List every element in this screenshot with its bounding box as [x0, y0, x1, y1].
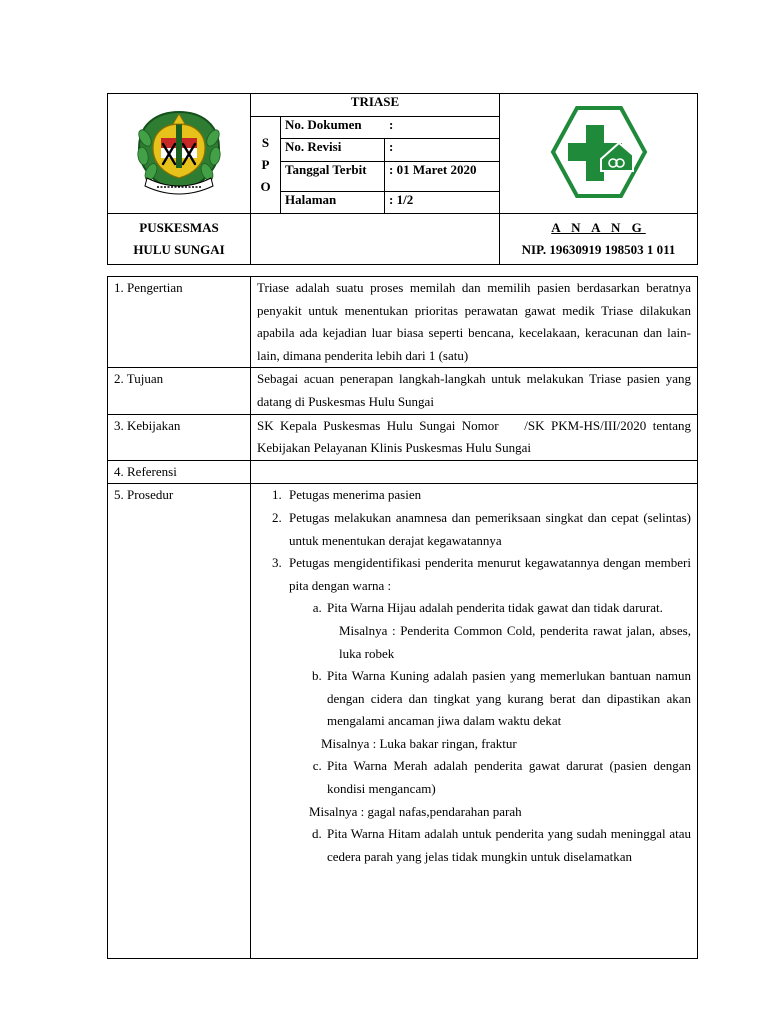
step-text: Petugas mengidentifikasi penderita menurut kegawatannya dengan memberi pita dengan warna : [289, 555, 691, 593]
section-label: 5. Prosedur [108, 484, 251, 959]
color-band-example: Misalnya : Penderita Common Cold, penderita rawat jalan, abses, luka robek [339, 622, 691, 661]
meta-value: : 1/2 [389, 192, 414, 207]
section-tujuan-text: Sebagai acuan penerapan langkah-langkah untuk melakukan Triase pasien yang datang di Puskesmas Hulu Sungai [251, 368, 698, 414]
color-band-text: c. Pita Warna Merah adalah penderita gawat darurat (pasien dengan kondisi mengancam) [327, 758, 691, 797]
section-label: 2. Tujuan [108, 368, 251, 414]
table-row [108, 460, 698, 484]
spo-meta-cell [251, 94, 500, 214]
procedure-table [107, 276, 698, 959]
list-item [285, 552, 691, 868]
table-row [108, 414, 698, 460]
organization-name-cell [108, 214, 251, 265]
list-item [285, 507, 691, 552]
meta-key: Tanggal Terbit [281, 162, 385, 191]
org-name-line-1: PUSKESMAS [139, 220, 219, 235]
signer-nip: NIP. 19630919 198503 1 011 [521, 242, 676, 257]
meta-key: No. Revisi [281, 139, 385, 161]
signer-cell [500, 214, 698, 265]
meta-key: Halaman [281, 192, 385, 213]
regency-emblem-icon [131, 108, 227, 196]
color-band-text: d. Pita Warna Hitam adalah untuk penderita yang sudah meninggal atau cedera parah yang jelas tidak mungkin untuk diselamatkan [327, 826, 691, 864]
section-pengertian-text: Triase adalah suatu proses memilah dan memilih pasien berdasarkan beratnya penyakit untuk menentukan prioritas perawatan gawat medik Triase dilakukan apabila ada kejadian luar biasa seperti bencana, kecelakaan, keracunan dan lain-lain, dimana penderita lebih dari 1 (satu) [251, 277, 698, 368]
meta-key: No. Dokumen [285, 117, 362, 132]
step-text: Petugas menerima pasien [289, 487, 422, 503]
step-text: Petugas melakukan anamnesa dan pemeriksaan singkat dan cepat (selintas) untuk menentukan derajat kegawatannya [289, 509, 691, 548]
spo-letter-p: P [261, 157, 270, 172]
signer-name: A N A N G [551, 220, 646, 235]
document-header-table [107, 93, 698, 265]
section-kebijakan-text: SK Kepala Puskesmas Hulu Sungai Nomor /SK PKM-HS/III/2020 tentang Kebijakan Pelayanan Klinis Puskesmas Hulu Sungai [251, 414, 698, 460]
list-item [285, 484, 691, 507]
table-row [108, 368, 698, 414]
color-band-text: a. Pita Warna Hijau adalah penderita tidak gawat dan tidak darurat. [327, 600, 663, 616]
puskesmas-logo-icon [549, 105, 649, 199]
table-row [108, 277, 698, 368]
document-meta [281, 117, 499, 213]
list-item [321, 665, 691, 755]
section-label: 3. Kebijakan [108, 414, 251, 460]
meta-value: : 01 Maret 2020 [389, 162, 477, 177]
section-prosedur-content [251, 484, 698, 959]
section-referensi-text [251, 460, 698, 484]
list-item [309, 755, 691, 823]
spo-letter-s: S [261, 135, 270, 150]
color-band-list [289, 597, 691, 868]
blank-cell [251, 214, 500, 265]
color-band-text: b. Pita Warna Kuning adalah pasien yang memerlukan bantuan namun dengan cidera dan tingkat yang kurang berat dan dipastikan akan mengalami ancaman jiwa dalam waktu dekat [327, 668, 691, 729]
table-row [108, 484, 698, 959]
list-item [325, 823, 691, 868]
color-band-example: Misalnya : gagal nafas,pendarahan parah [309, 803, 522, 819]
meta-row-document-number [281, 117, 499, 139]
meta-row-page [281, 192, 499, 213]
regency-logo-cell [108, 94, 251, 214]
puskesmas-logo-cell [500, 94, 698, 214]
section-label: 4. Referensi [108, 460, 251, 484]
section-label: 1. Pengertian [108, 277, 251, 368]
meta-value: : [389, 117, 394, 132]
color-band-example: Misalnya : Luka bakar ringan, fraktur [321, 735, 517, 751]
meta-value: : [389, 139, 394, 154]
procedure-steps [257, 484, 691, 868]
list-item [325, 597, 691, 665]
spo-letter-o: O [260, 179, 271, 194]
spo-label [251, 117, 281, 213]
meta-row-revision [281, 139, 499, 162]
document-title: TRIASE [251, 94, 499, 117]
meta-row-issue-date [281, 162, 499, 192]
org-name-line-2: HULU SUNGAI [133, 242, 225, 257]
